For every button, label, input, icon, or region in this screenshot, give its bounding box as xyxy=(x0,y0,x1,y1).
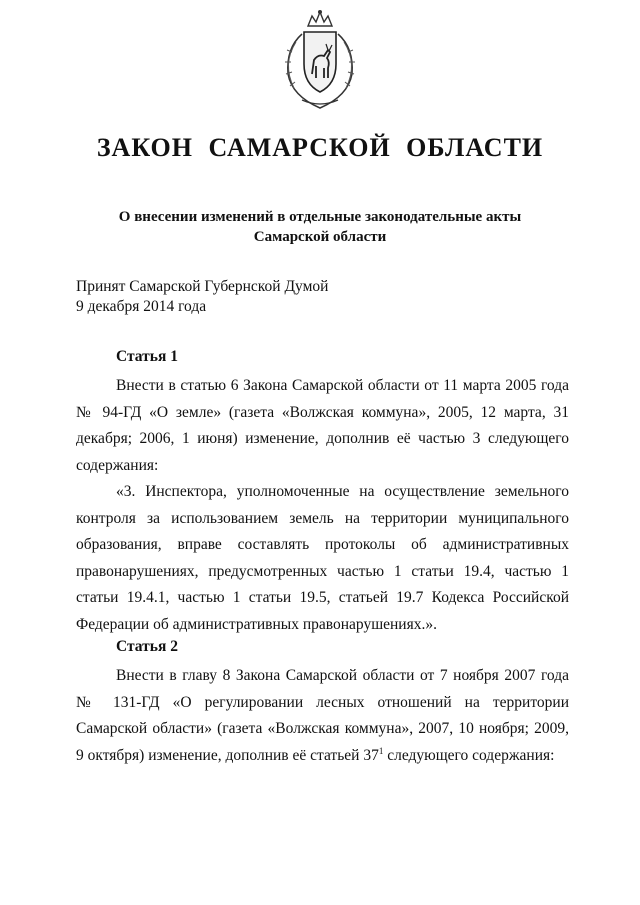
article-2-text-end: следующего содержания: xyxy=(383,746,555,764)
article-2-paragraph-1 xyxy=(76,663,569,769)
law-subtitle xyxy=(90,207,550,247)
subtitle-line-1: О внесении изменений в отдельные законодательные акты xyxy=(118,209,522,225)
adopted-by: Принят Самарской Губернской Думой xyxy=(76,278,329,295)
coat-of-arms-emblem xyxy=(272,8,368,112)
article-number-superscript: 1 xyxy=(378,745,384,756)
article-2-text: Внести в главу 8 Закона Самарской области от 7 ноября 2007 года № 131-ГД «О регулировании лесных отношений на территории Самарской области» (газета «Волжская коммуна», 2007, 10 ноября; 2009, 9 октября) изменение, дополнив её статьей 37 xyxy=(76,667,569,764)
adoption-date: 9 декабря 2014 года xyxy=(76,298,207,315)
article-2-heading: Статья 2 xyxy=(116,638,178,655)
subtitle-line-2: Самарской области xyxy=(253,229,387,245)
adoption-info xyxy=(76,277,328,317)
article-1-paragraph-2: «3. Инспектора, уполномоченные на осуществление земельного контроля за использованием земель на территории муниципального образования, вправе составлять протоколы об административных правонарушениях, предусмотренных частью 1 статьи 19.4, частью 1 статьи 19.4.1, частью 1 статьи 19.5, статьей 19.7 Кодекса Российской Федерации об административных правонарушениях.». xyxy=(76,483,569,633)
article-1-paragraph-1: Внести в статью 6 Закона Самарской области от 11 марта 2005 года № 94-ГД «О земле» (газета «Волжская коммуна», 2005, 12 марта, 31 декабря; 2006, 1 июня) изменение, дополнив её частью 3 следующего содержания: xyxy=(76,377,569,474)
article-1-heading: Статья 1 xyxy=(116,348,178,365)
law-title: ЗАКОН САМАРСКОЙ ОБЛАСТИ xyxy=(96,133,544,162)
